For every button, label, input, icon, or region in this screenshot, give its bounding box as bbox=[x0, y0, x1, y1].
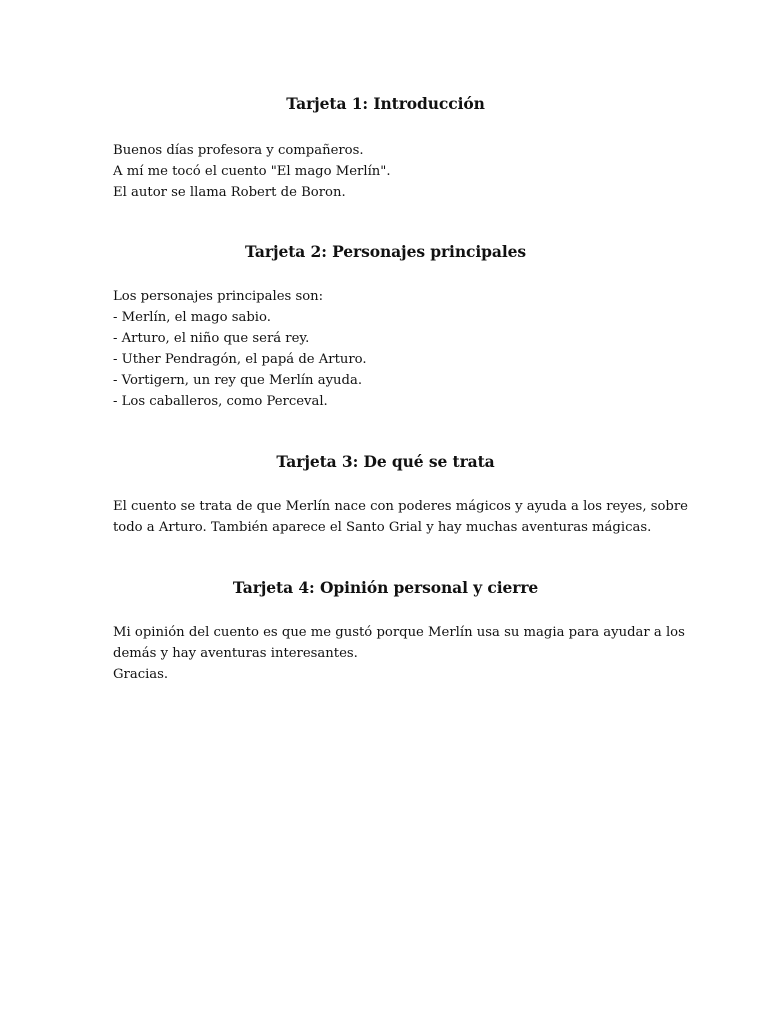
card-line: Gracias. bbox=[113, 667, 169, 682]
card-title: Tarjeta 2: Personajes principales bbox=[244, 242, 526, 261]
card-title: Tarjeta 4: Opinión personal y cierre bbox=[232, 578, 539, 597]
card-body bbox=[113, 140, 658, 203]
card-opinion bbox=[113, 578, 685, 685]
card-line: todo a Arturo. También aparece el Santo Grial y hay muchas aventuras mágicas. bbox=[113, 520, 652, 535]
list-item: - Vortigern, un rey que Merlín ayuda. bbox=[113, 373, 363, 388]
card-line: Los personajes principales son: bbox=[113, 289, 324, 304]
card-line: El autor se llama Robert de Boron. bbox=[113, 185, 346, 200]
list-item: - Arturo, el niño que será rey. bbox=[113, 331, 310, 346]
card-de-que-se-trata bbox=[113, 452, 688, 538]
card-introduccion bbox=[113, 94, 658, 203]
card-line: Buenos días profesora y compañeros. bbox=[113, 143, 364, 158]
card-body bbox=[113, 496, 688, 538]
card-personajes bbox=[113, 242, 658, 412]
card-line: Mi opinión del cuento es que me gustó porque Merlín usa su magia para ayudar a los bbox=[113, 625, 685, 640]
card-body bbox=[113, 622, 685, 685]
card-line: A mí me tocó el cuento "El mago Merlín". bbox=[113, 164, 391, 179]
card-body bbox=[113, 286, 658, 412]
card-title: Tarjeta 3: De qué se trata bbox=[276, 452, 495, 471]
list-item: - Los caballeros, como Perceval. bbox=[113, 394, 328, 409]
list-item: - Merlín, el mago sabio. bbox=[113, 310, 271, 325]
card-title: Tarjeta 1: Introducción bbox=[286, 94, 485, 113]
card-line: El cuento se trata de que Merlín nace con poderes mágicos y ayuda a los reyes, sobre bbox=[113, 499, 688, 514]
card-line: demás y hay aventuras interesantes. bbox=[113, 646, 358, 661]
list-item: - Uther Pendragón, el papá de Arturo. bbox=[113, 352, 367, 367]
